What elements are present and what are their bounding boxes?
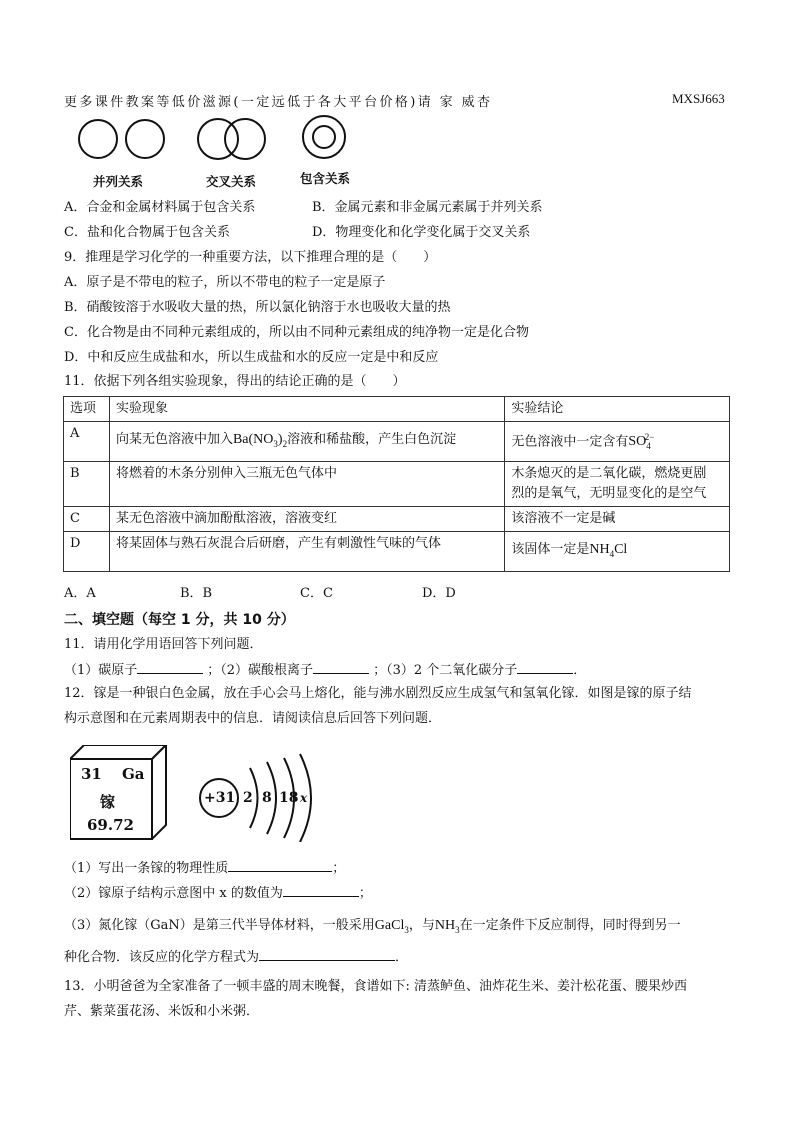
row-conclusion: 无色溶液中一定含有$SO_4^{2-}$	[505, 422, 730, 462]
header-option: 选项	[64, 397, 110, 422]
answer-blank[interactable]	[313, 661, 369, 674]
q9-option-c: C．化合物是由不同种元素组成的，所以由不同种元素组成的纯净物一定是化合物	[64, 325, 529, 340]
table-header-row	[64, 397, 730, 422]
answer-blank[interactable]	[137, 661, 203, 674]
shell-4: x	[300, 791, 308, 805]
answer-blank[interactable]	[517, 661, 573, 674]
element-name: 镓	[100, 793, 116, 811]
shell-1: 2	[243, 790, 253, 806]
row-phenomenon: 某无色溶液中滴加酚酞溶液，溶液变红	[109, 507, 504, 532]
q12-stem-2: 构示意图和在元素周期表中的信息．请阅读信息后回答下列问题．	[64, 711, 442, 726]
phenomenon-text-end: 溶液和稀盐酸，产生白色沉淀	[287, 431, 457, 447]
element-symbol: Ga	[122, 765, 145, 783]
q11-stem: 11．依据下列各组实验现象，得出的结论正确的是（ ）	[64, 374, 406, 389]
option-c-sets: C．盐和化合物属于包含关系	[64, 225, 230, 240]
row-conclusion: 木条熄灭的是二氧化碳，燃烧更剧 烈的是氧气，无明显变化的是空气	[505, 462, 730, 507]
q9-option-d: D．中和反应生成盐和水，所以生成盐和水的反应一定是中和反应	[64, 350, 439, 365]
option-b-sets: B．金属元素和非金属元素属于并列关系	[312, 200, 543, 215]
table-row	[64, 462, 730, 507]
q12-stem-1: 12．镓是一种银白色金属，放在手心会马上熔化，能与沸水剧烈反应生成氢气和氢氧化镓．如图是镓的原子结	[64, 686, 692, 701]
row-phenomenon: 将燃着的木条分别伸入三瓶无色气体中	[109, 462, 504, 507]
table-row	[64, 532, 730, 572]
q13-line-1: 13．小明爸爸为全家准备了一顿丰盛的周末晚餐，食谱如下: 清蒸鲈鱼、油炸花生米、姜汁松花蛋、腰果炒西	[64, 979, 688, 994]
option-d-sets: D．物理变化和化学变化属于交叉关系	[312, 225, 531, 240]
q11-answer-c: C．C	[300, 586, 333, 601]
q11b-stem: 11．请用化学用语回答下列问题．	[64, 637, 263, 652]
row-option: C	[64, 507, 110, 532]
q12-part-2: （2）镓原子结构示意图中 x 的数值为 ；	[64, 886, 372, 901]
formula: $NH_4Cl$	[589, 541, 628, 559]
header-code: MXSJ663	[672, 91, 725, 106]
q11-answer-b: B．B	[180, 586, 213, 601]
formula: GaCl$_3$	[374, 918, 409, 935]
q9-option-a: A．原子是不带电的粒子，所以不带电的粒子一定是原子	[64, 275, 386, 290]
label-intersect: 交叉关系	[206, 174, 257, 189]
answer-blank[interactable]	[283, 884, 359, 897]
row-option: B	[64, 462, 110, 507]
header-phenomenon: 实验现象	[109, 397, 504, 422]
row-phenomenon	[109, 422, 504, 462]
shell-3: 18	[279, 790, 299, 806]
formula: $SO_4^{2-}$	[628, 431, 655, 452]
row-conclusion: 该溶液不一定是碱	[505, 507, 730, 532]
q12-part-3: （3）氮化镓（GaN）是第三代半导体材料，一般采用GaCl$_3$，与$NH_3$在一定条件下反应制得，同时得到另一	[64, 918, 681, 935]
shell-2: 8	[262, 790, 272, 806]
q11-answer-d: D．D	[422, 586, 456, 601]
option-a-sets: A．合金和金属材料属于包含关系	[64, 200, 256, 215]
contain-circles	[303, 116, 345, 158]
answer-blank[interactable]	[259, 948, 395, 961]
element-mass: 69.72	[87, 816, 134, 834]
table-row	[64, 507, 730, 532]
experiment-table	[63, 396, 730, 572]
row-option: D	[64, 532, 110, 572]
q12-part-3-line-2: 种化合物．该反应的化学方程式为 ．	[64, 950, 409, 965]
row-phenomenon: 将某固体与熟石灰混合后研磨，产生有刺激性气味的气体	[109, 532, 504, 572]
formula: $Ba(NO_3)_2$	[232, 431, 288, 449]
header-conclusion: 实验结论	[505, 397, 730, 422]
q12-part-1: （1）写出一条镓的物理性质 ；	[64, 861, 346, 876]
row-conclusion: 该固体一定是$NH_4Cl$	[505, 532, 730, 572]
nucleus-charge: +31	[204, 790, 236, 806]
section-title: 二、填空题（每空 1 分，共 10 分）	[64, 612, 295, 628]
label-contain: 包含关系	[300, 171, 351, 186]
phenomenon-text: 向某无色溶液中加入	[115, 431, 233, 447]
q9-stem: 9．推理是学习化学的一种重要方法，以下推理合理的是（ ）	[64, 250, 437, 265]
header-promo: 更多课件教案等低价滋源(一定远低于各大平台价格)请 家 威杏	[64, 95, 493, 110]
formula: $NH_3$	[434, 918, 460, 935]
label-parallel: 并列关系	[93, 174, 144, 189]
answer-blank[interactable]	[228, 859, 332, 872]
element-number: 31	[81, 765, 102, 783]
q11-answer-a: A．A	[64, 586, 96, 601]
q9-option-b: B．硝酸铵溶于水吸收大量的热，所以氯化钠溶于水也吸收大量的热	[64, 300, 451, 315]
intersect-circles	[198, 119, 265, 159]
q13-line-2: 芹、紫菜蛋花汤、米饭和小米粥．	[64, 1004, 260, 1019]
row-option: A	[64, 422, 110, 462]
q11b-parts: （1）碳原子 ；（2）碳酸根离子 ；（3）2 个二氧化碳分子 ．	[64, 663, 587, 678]
table-row	[64, 422, 730, 462]
parallel-circles	[79, 120, 164, 158]
